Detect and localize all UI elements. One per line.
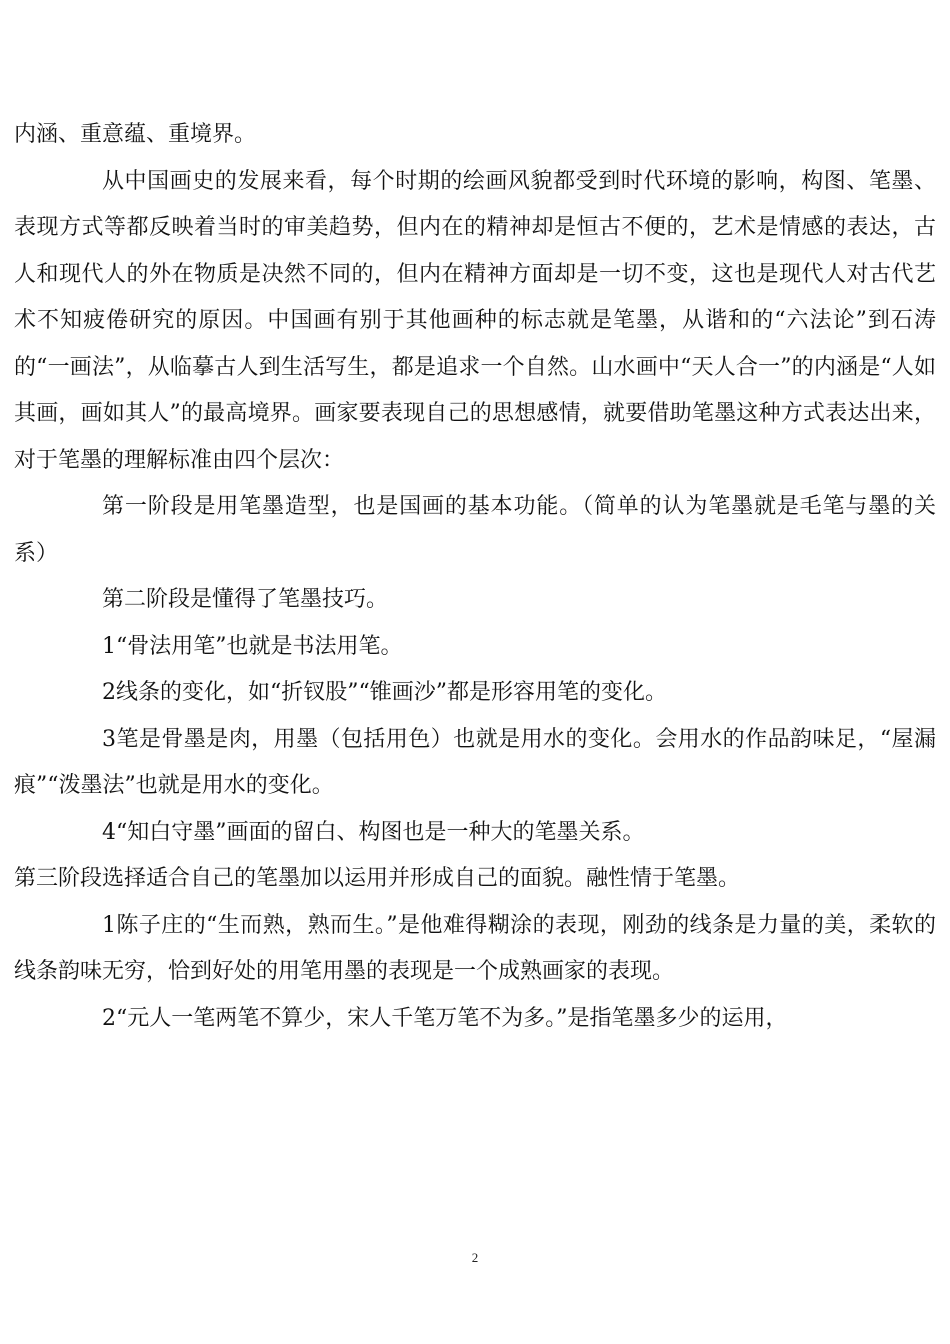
paragraph-3: 第一阶段是用笔墨造型，也是国画的基本功能。（简单的认为笔墨就是毛笔与墨的关系） [14,494,936,566]
paragraph-7: 3笔是骨墨是肉，用墨（包括用色）也就是用水的变化。会用水的作品韵味足，“屋漏痕”“泼墨法”也就是用水的变化。 [14,726,936,798]
paragraph-8: 4“知白守墨”画面的留白、构图也是一种大的笔墨关系。 [102,819,645,845]
paragraph-6: 2线条的变化，如“折钗股”“锥画沙”都是形容用笔的变化。 [102,680,667,705]
paragraph-9: 第三阶段选择适合自己的笔墨加以运用并形成自己的面貌。融性情于笔墨。 [14,866,741,891]
paragraph-1: 内涵、重意蕴、重境界。 [14,122,257,147]
page-number: 2 [471,1250,479,1265]
body-text [14,112,936,1042]
paragraph-4: 第二阶段是懂得了笔墨技巧。 [102,587,389,612]
paragraph-2: 从中国画史的发展来看，每个时期的绘画风貌都受到时代环境的影响，构图、笔墨、表现方式等都反映着当时的审美趋势，但内在的精神却是恒古不便的，艺术是情感的表达，古人和现代人的外在物质是决然不同的，但内在精神方面却是一切不变，这也是现代人对古代艺术不知疲倦研究的原因。中国画有别于其他画种的标志就是笔墨，从谐和的“六法论”到石涛的“一画法”，从临摹古人到生活写生，都是追求一个自然。山水画中“天人合一”的内涵是“人如其画，画如其人”的最高境界。画家要表现自己的思想感情，就要借助笔墨这种方式表达出来，对于笔墨的理解标准由四个层次： [14,168,936,473]
paragraph-5: 1“骨法用笔”也就是书法用笔。 [102,633,403,659]
paragraph-10: 1陈子庄的“生而熟，熟而生。”是他难得糊涂的表现，刚劲的线条是力量的美，柔软的线条韵味无穷，恰到好处的用笔用墨的表现是一个成熟画家的表现。 [14,912,936,984]
paragraph-11: 2“元人一笔两笔不算少，宋人千笔万笔不为多。”是指笔墨多少的运用， [102,1005,788,1031]
